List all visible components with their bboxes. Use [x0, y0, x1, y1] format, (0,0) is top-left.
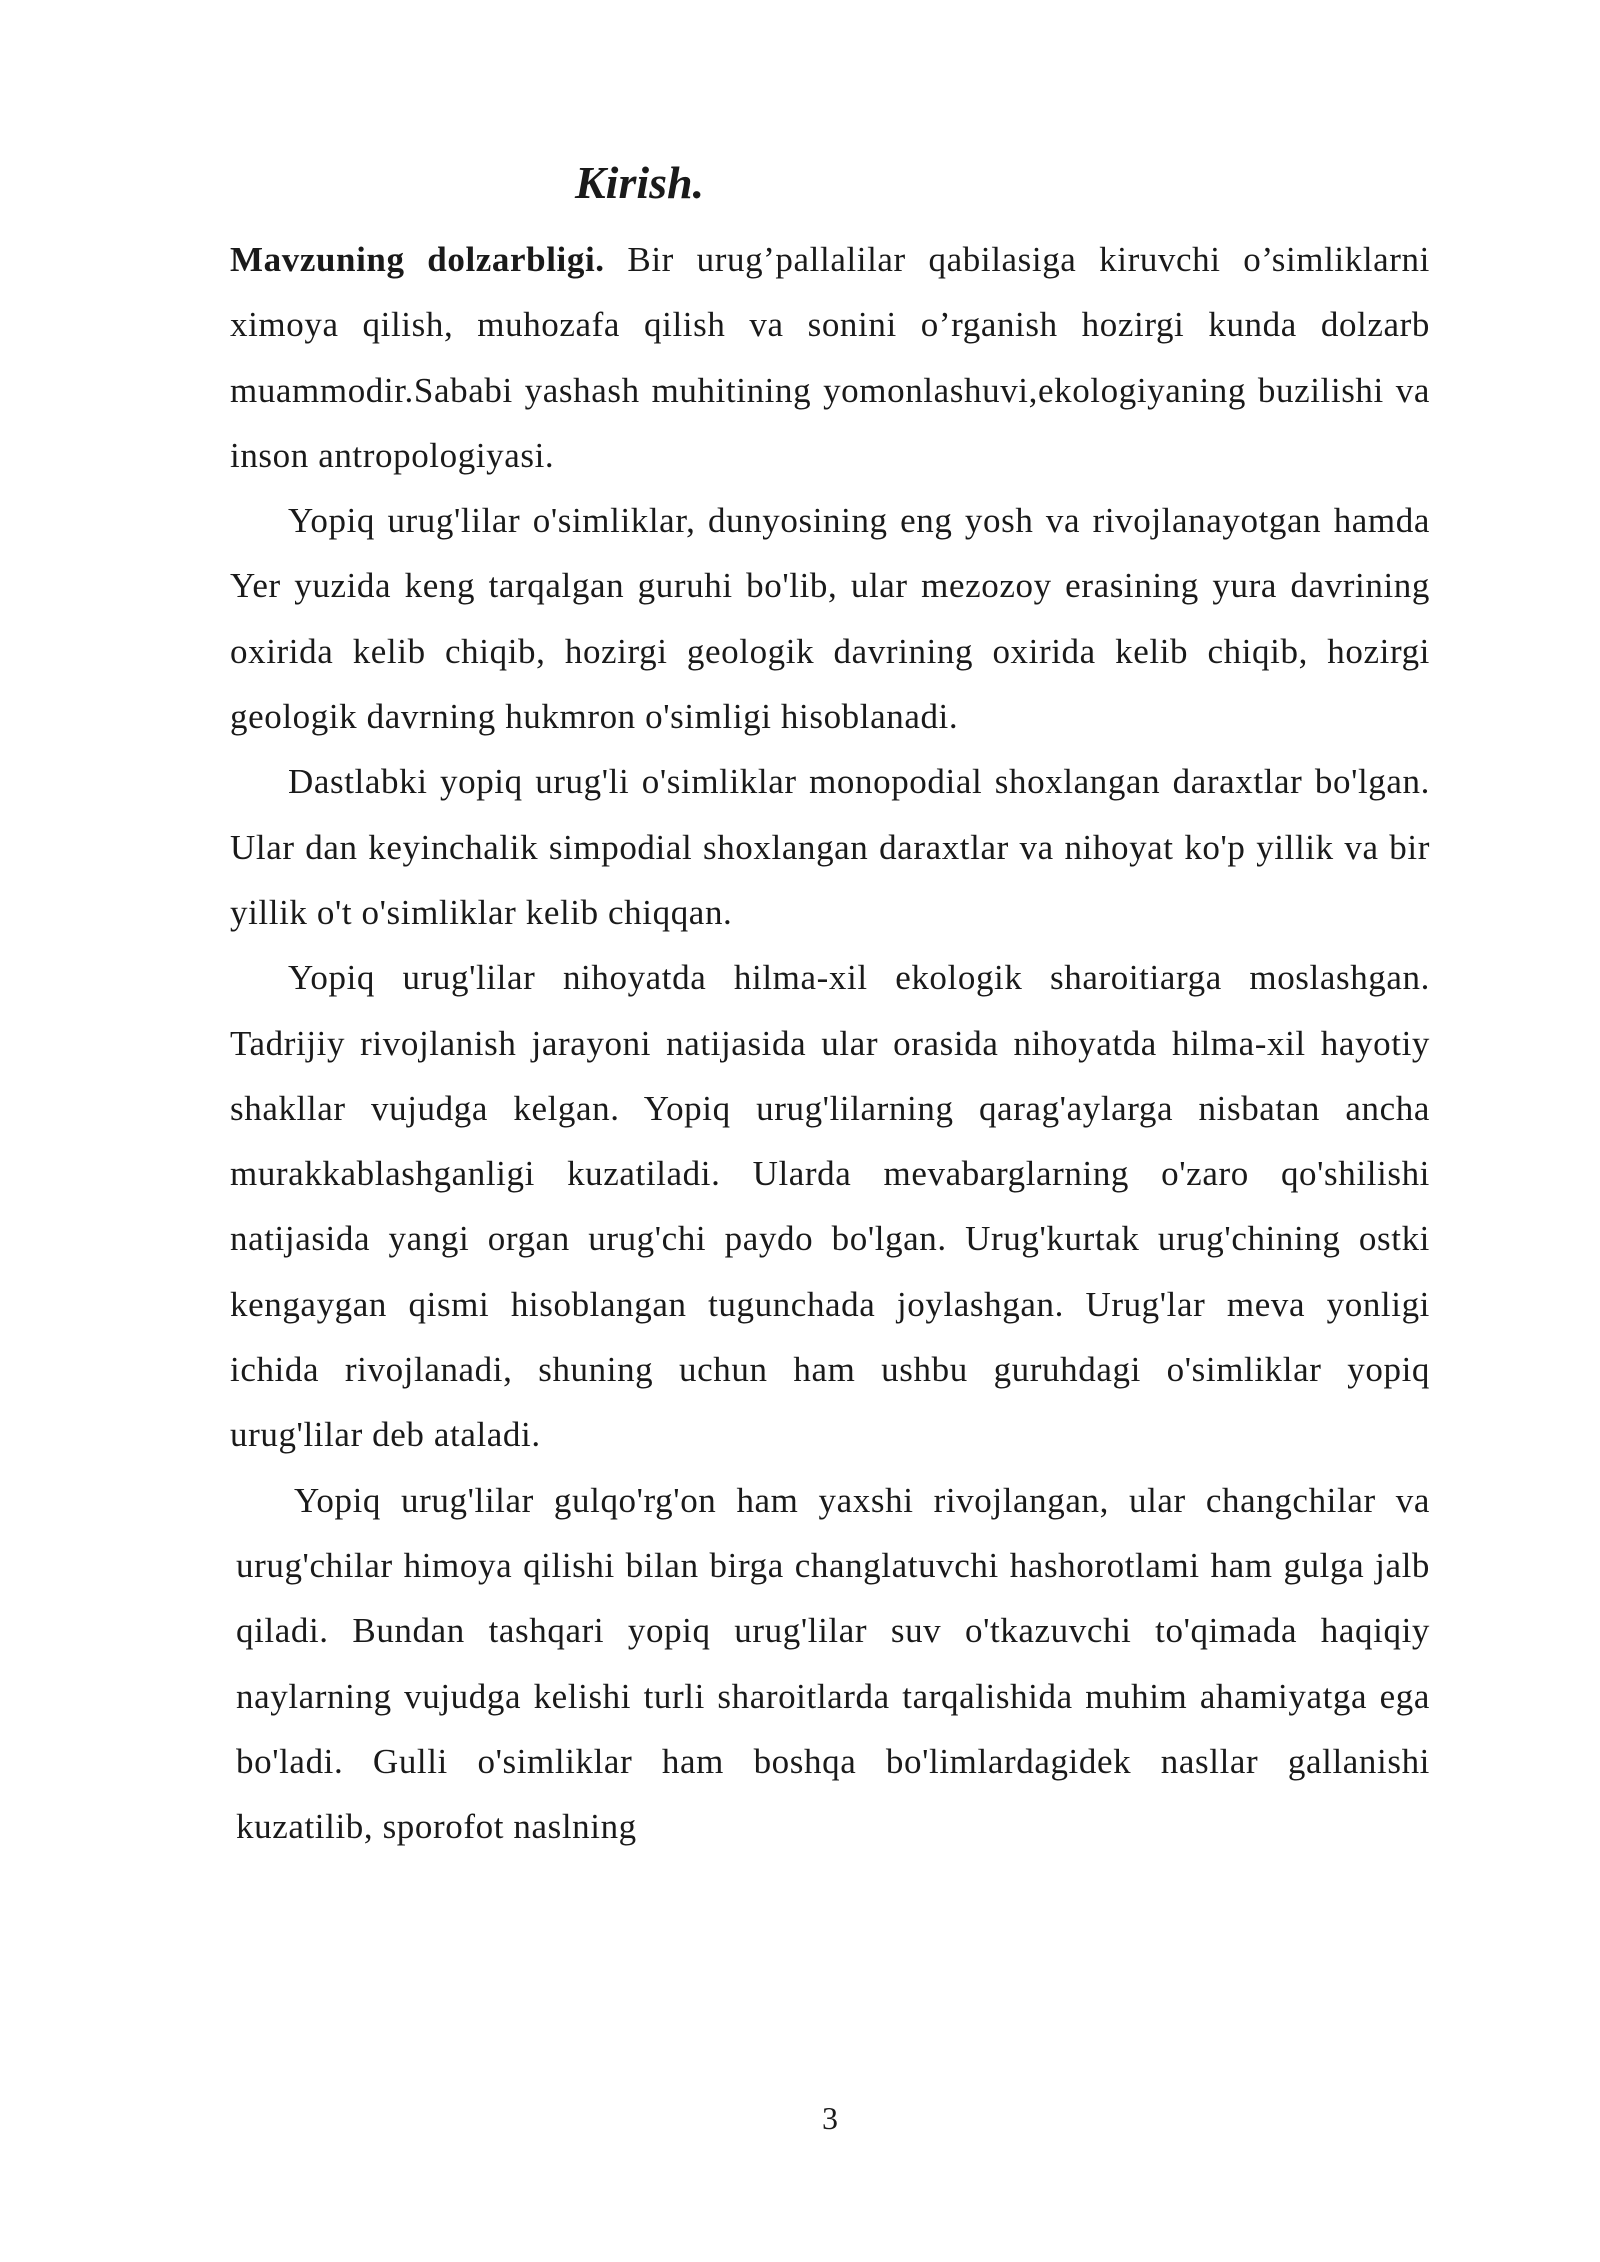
page-title: Kirish.: [575, 157, 705, 208]
paragraph-relevance: [230, 227, 1430, 488]
paragraph-text: Bir urug’pallalilar qabilasiga kiruvchi o’simliklarni ximoya qilish, muhozafa qilish va sonini o’rganish hozirgi kunda dolzarb muammodir.Sababi yashash muhitining yomonlashuvi,ekologiyaning buzilishi va inson antropologiyasi.: [230, 240, 1430, 475]
paragraph: Yopiq urug'lilar nihoyatda hilma-xil ekologik sharoitiarga moslashgan. Tadrijiy rivojlanish jarayoni natijasida ular orasida nihoyatda hilma-xil hayotiy shakllar vujudga kelgan. Yopiq urug'lilarning qarag'aylarga nisbatan ancha murakkablashganligi kuzatiladi. Ularda mevabarglarning o'zaro qo'shilishi natijasida yangi organ urug'chi paydo bo'lgan. Urug'kurtak urug'chining ostki kengaygan qismi hisoblangan tugunchada joylashgan. Urug'lar meva yonligi ichida rivojlanadi, shuning uchun ham ushbu guruhdagi o'simliklar yopiq urug'lilar deb ataladi.: [230, 958, 1430, 1455]
paragraph: Yopiq urug'lilar o'simliklar, dunyosining eng yosh va rivojlanayotgan hamda Yer yuzida keng tarqalgan guruhi bo'lib, ular mezozoy erasining yura davrining oxirida kelib chiqib, hozirgi geologik davrining oxirida kelib chiqib, hozirgi geologik davrning hukmron o'simligi hisoblanadi.: [230, 501, 1430, 737]
paragraph-lead: Mavzuning dolzarbligi.: [230, 240, 605, 279]
paragraph: Yopiq urug'lilar gulqo'rg'on ham yaxshi rivojlangan, ular changchilar va urug'chilar himoya qilishi bilan birga changlatuvchi hashorotlami ham gulga jalb qiladi. Bundan tashqari yopiq urug'lilar suv o'tkazuvchi to'qimada haqiqiy naylarning vujudga kelishi turli sharoitlarda tarqalishida muhim ahamiyatga ega bo'ladi. Gulli o'simliklar ham boshqa bo'limlardagidek nasllar gallanishi kuzatilib, sporofot naslning: [236, 1480, 1430, 1847]
body-text: [230, 227, 1430, 1859]
page-number: 3: [822, 2100, 838, 2136]
paragraph: Dastlabki yopiq urug'li o'simliklar monopodial shoxlangan daraxtlar bo'lgan. Ular dan keyinchalik simpodial shoxlangan daraxtlar va nihoyat ko'p yillik va bir yillik o't o'simliklar kelib chiqqan.: [230, 762, 1430, 932]
